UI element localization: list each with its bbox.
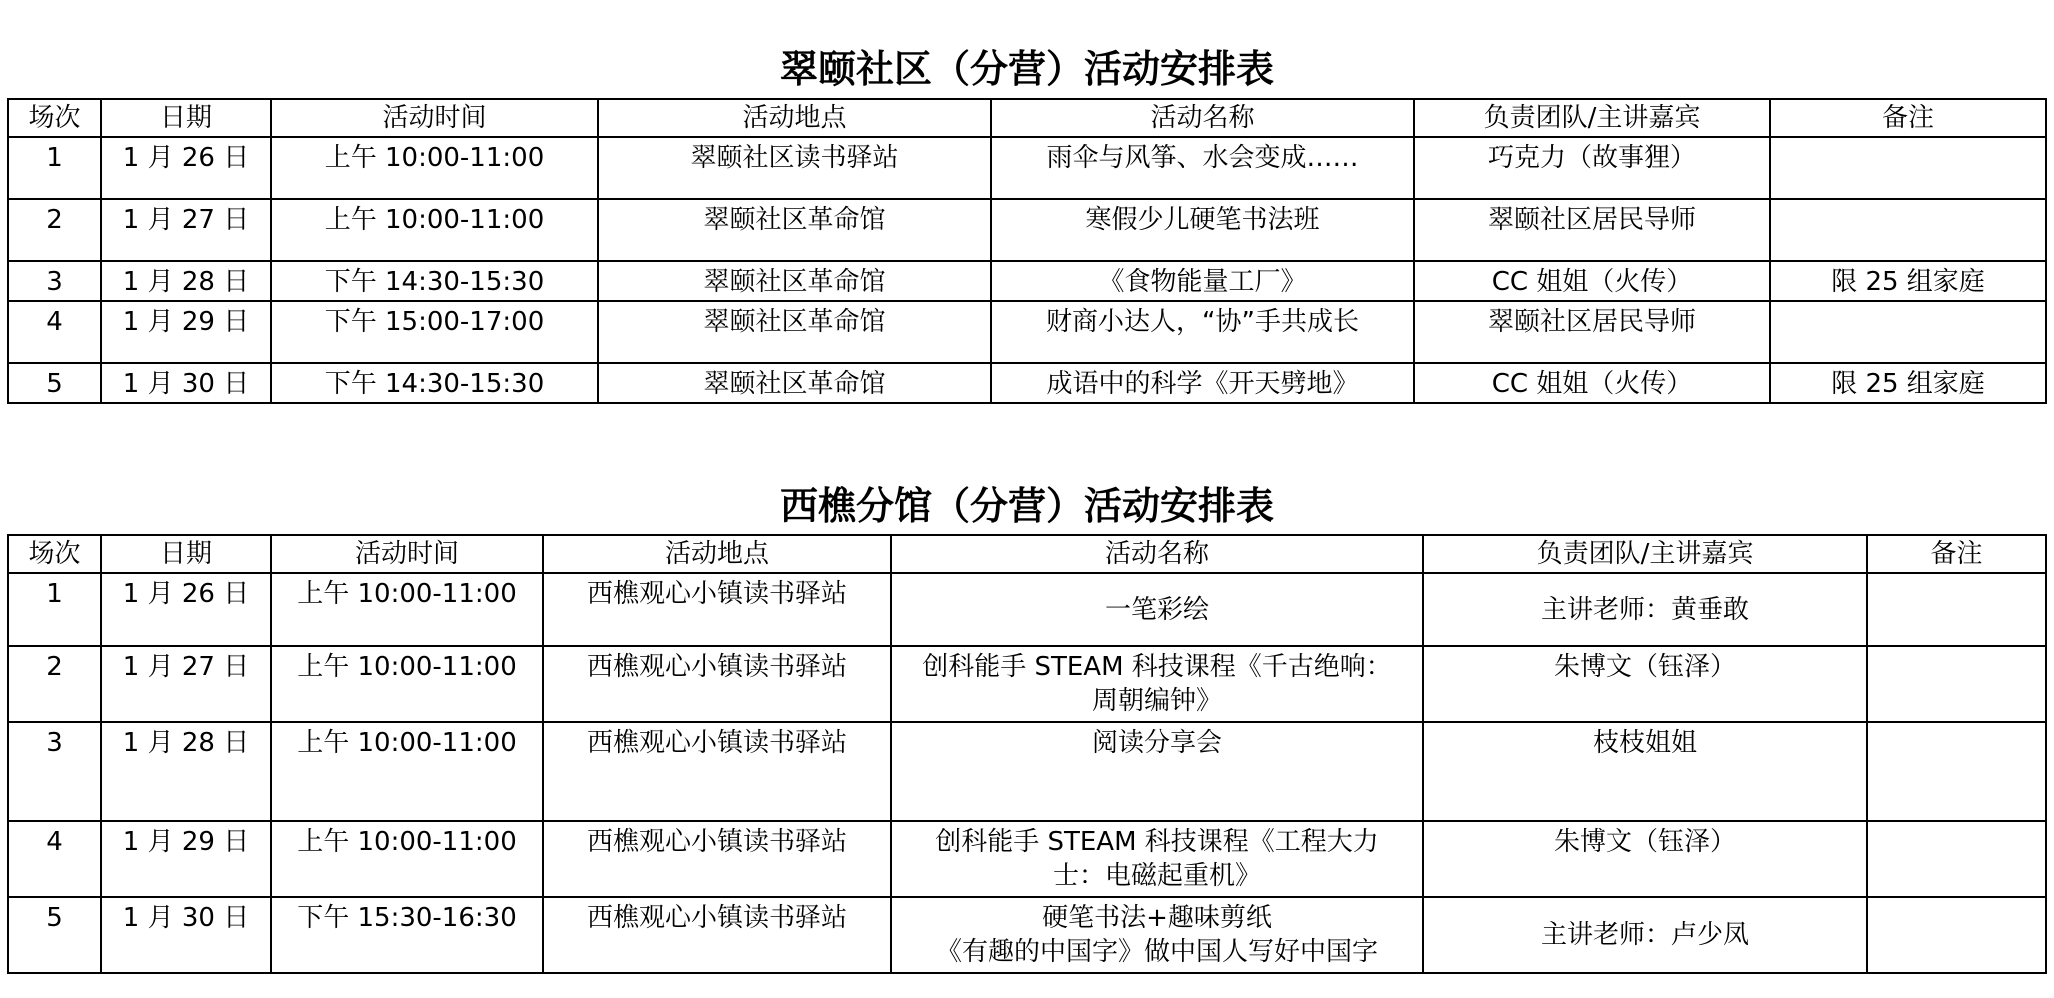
cell-note: 限 25 组家庭 [1770, 261, 2046, 301]
cell-date: 1 月 30 日 [101, 897, 271, 973]
cell-time: 下午 14:30-15:30 [271, 363, 598, 403]
header-time: 活动时间 [271, 99, 598, 137]
cell-time: 下午 14:30-15:30 [271, 261, 598, 301]
cell-place: 翠颐社区革命馆 [598, 301, 991, 363]
header-activity: 活动名称 [891, 535, 1423, 573]
cell-session: 2 [8, 646, 101, 722]
header-date: 日期 [101, 99, 271, 137]
cell-host: CC 姐姐（火传） [1414, 261, 1770, 301]
activity-line: 一笔彩绘 [1104, 594, 1209, 625]
cell-note [1867, 573, 2046, 646]
cell-session: 5 [8, 363, 101, 403]
cell-activity: 寒假少儿硬笔书法班 [991, 199, 1414, 261]
cell-time: 上午 10:00-11:00 [271, 722, 543, 821]
cell-session: 4 [8, 821, 101, 897]
cell-session: 5 [8, 897, 101, 973]
cell-date: 1 月 26 日 [101, 137, 271, 199]
cell-session: 2 [8, 199, 101, 261]
cell-time: 上午 10:00-11:00 [271, 573, 543, 646]
cell-note [1770, 199, 2046, 261]
cell-date: 1 月 29 日 [101, 301, 271, 363]
header-note: 备注 [1867, 535, 2046, 573]
cell-date: 1 月 29 日 [101, 821, 271, 897]
header-host: 负责团队/主讲嘉宾 [1414, 99, 1770, 137]
header-note: 备注 [1770, 99, 2046, 137]
cell-place: 翠颐社区革命馆 [598, 261, 991, 301]
cell-date: 1 月 28 日 [101, 261, 271, 301]
cell-time: 下午 15:30-16:30 [271, 897, 543, 973]
activity-line: 创科能手 STEAM 科技课程《工程大力 [935, 827, 1379, 857]
cell-host: 枝枝姐姐 [1423, 722, 1867, 821]
table2-title: 西樵分馆（分营）活动安排表 [779, 484, 1274, 528]
cell-place: 翠颐社区革命馆 [598, 199, 991, 261]
table-row [8, 646, 2046, 722]
table1-title: 翠颐社区（分营）活动安排表 [779, 47, 1274, 91]
cell-host: 翠颐社区居民导师 [1414, 199, 1770, 261]
activity-line: 创科能手 STEAM 科技课程《千古绝响： [922, 652, 1392, 682]
cell-place: 西樵观心小镇读书驿站 [543, 722, 891, 821]
header-place: 活动地点 [598, 99, 991, 137]
activity-line: 硬笔书法+趣味剪纸 [1042, 903, 1272, 933]
cell-note [1867, 821, 2046, 897]
cell-activity [891, 821, 1423, 897]
cell-note: 限 25 组家庭 [1770, 363, 2046, 403]
header-place: 活动地点 [543, 535, 891, 573]
table-row [8, 821, 2046, 897]
cell-host: 主讲老师：卢少凤 [1423, 897, 1867, 973]
cell-note [1867, 646, 2046, 722]
table-row [8, 722, 2046, 821]
xiqiao-schedule-table [7, 534, 2047, 974]
cell-activity [891, 897, 1423, 973]
cell-place: 西樵观心小镇读书驿站 [543, 821, 891, 897]
cell-host: 翠颐社区居民导师 [1414, 301, 1770, 363]
cell-time: 上午 10:00-11:00 [271, 646, 543, 722]
table-row [8, 897, 2046, 973]
cell-host: 主讲老师：黄垂敢 [1423, 573, 1867, 646]
activity-line: 士：电磁起重机》 [1052, 861, 1261, 891]
table-row [8, 301, 2046, 363]
header-host: 负责团队/主讲嘉宾 [1423, 535, 1867, 573]
cell-session: 3 [8, 722, 101, 821]
header-activity: 活动名称 [991, 99, 1414, 137]
cell-date: 1 月 27 日 [101, 199, 271, 261]
cell-activity [891, 573, 1423, 646]
cell-session: 1 [8, 137, 101, 199]
cell-date: 1 月 26 日 [101, 573, 271, 646]
cell-place: 翠颐社区读书驿站 [598, 137, 991, 199]
header-date: 日期 [101, 535, 271, 573]
cell-host: 朱博文（钰泽） [1423, 821, 1867, 897]
header-session: 场次 [8, 535, 101, 573]
header-time: 活动时间 [271, 535, 543, 573]
table-header-row [8, 99, 2046, 137]
cell-time: 上午 10:00-11:00 [271, 199, 598, 261]
cell-date: 1 月 27 日 [101, 646, 271, 722]
cell-activity: 雨伞与风筝、水会变成…… [991, 137, 1414, 199]
table-row [8, 261, 2046, 301]
table-header-row [8, 535, 2046, 573]
cell-session: 3 [8, 261, 101, 301]
cell-host: 巧克力（故事狸） [1414, 137, 1770, 199]
cell-note [1867, 722, 2046, 821]
cell-session: 4 [8, 301, 101, 363]
cell-host: CC 姐姐（火传） [1414, 363, 1770, 403]
cell-activity: 财商小达人，“协”手共成长 [991, 301, 1414, 363]
cell-time: 上午 10:00-11:00 [271, 137, 598, 199]
cell-date: 1 月 28 日 [101, 722, 271, 821]
cell-activity: 《食物能量工厂》 [991, 261, 1414, 301]
cell-note [1770, 301, 2046, 363]
cell-date: 1 月 30 日 [101, 363, 271, 403]
table-row [8, 137, 2046, 199]
cell-activity [891, 646, 1423, 722]
cell-host: 朱博文（钰泽） [1423, 646, 1867, 722]
table-row [8, 199, 2046, 261]
cell-place: 西樵观心小镇读书驿站 [543, 646, 891, 722]
cell-place: 西樵观心小镇读书驿站 [543, 897, 891, 973]
cuiyi-schedule-table [7, 98, 2047, 404]
header-session: 场次 [8, 99, 101, 137]
cell-note [1867, 897, 2046, 973]
activity-line: 《有趣的中国字》做中国人写好中国字 [935, 937, 1378, 967]
table-row [8, 363, 2046, 403]
cell-time: 下午 15:00-17:00 [271, 301, 598, 363]
activity-line: 周朝编钟》 [1091, 686, 1222, 716]
cell-place: 翠颐社区革命馆 [598, 363, 991, 403]
cell-session: 1 [8, 573, 101, 646]
cell-activity: 成语中的科学《开天劈地》 [991, 363, 1414, 403]
cell-place: 西樵观心小镇读书驿站 [543, 573, 891, 646]
table-row [8, 573, 2046, 646]
cell-note [1770, 137, 2046, 199]
activity-line: 阅读分享会 [1091, 728, 1222, 758]
cell-activity [891, 722, 1423, 821]
cell-time: 上午 10:00-11:00 [271, 821, 543, 897]
